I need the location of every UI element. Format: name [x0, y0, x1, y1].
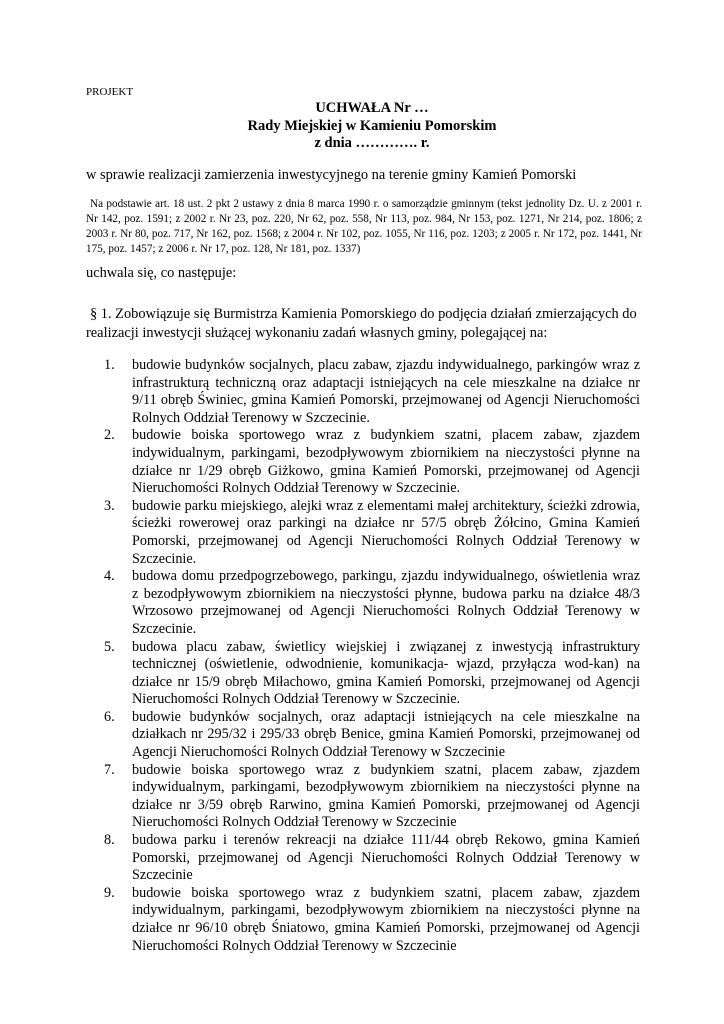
title-date: z dnia …………. r.	[314, 135, 430, 151]
list-item	[104, 709, 640, 762]
list-item-number: 7.	[104, 761, 115, 778]
paragraph-1-text: § 1. Zobowiązuje się Burmistrza Kamienia Pomorskiego do podjęcia działań zmierzających do realizacji inwestycji służącej wykonaniu zadań własnych gminy, polegającej na:	[86, 306, 637, 341]
list-item-number: 4.	[104, 568, 115, 585]
list-item-number: 3.	[104, 497, 115, 514]
investment-list	[104, 357, 640, 955]
list-item	[104, 832, 640, 885]
list-item-number: 6.	[104, 708, 115, 725]
legal-basis	[86, 197, 642, 257]
list-item-text: budowie parku miejskiego, alejki wraz z elementami małej architektury, ścieżki zdrowia, ścieżki rowerowej oraz parkingi na działce nr 57/5 obręb Żółcino, Gmina Kamień Pomorski, przejmowanej od Agencji Nieruchomości Rolnych Oddział Terenowy w Szczecinie.	[132, 497, 640, 567]
list-item	[104, 639, 640, 709]
resolves-line: uchwala się, co następuje:	[86, 265, 237, 281]
list-item-number: 9.	[104, 884, 115, 901]
projekt-label: PROJEKT	[86, 86, 134, 98]
list-item-text: budowa placu zabaw, świetlicy wiejskiej i związanej z inwestycją infrastruktury technicznej (oświetlenie, odwodnienie, komunikacja- wjazd, przyłącza wod-kan) na działce nr 15/9 obręb Miłachowo, gmina Kamień Pomorski, przejmowanej od Agencji Nieruchomości Rolnych Oddział Terenowy w Szczecinie.	[132, 638, 640, 708]
list-item-text: budowie budynków socjalnych, placu zabaw, zjazdu indywidualnego, parkingów wraz z infrastrukturą techniczną oraz adaptacji istniejących na cele mieszkalne na działce nr 9/11 obręb Świniec, gmina Kamień Pomorski, przejmowanej od Agencji Nieruchomości Rolnych Oddział Terenowy w Szczecinie.	[132, 357, 640, 426]
list-item-number: 5.	[104, 638, 115, 655]
resolution-title	[0, 100, 724, 153]
list-item-text: budowie boiska sportowego wraz z budynkiem szatni, placem zabaw, zjazdem indywidualnym, parkingami, bezodpływowym zbiornikiem na nieczystości płynne na działce nr 3/59 obręb Rarwino, gmina Kamień Pomorski, przejmowanej od Agencji Nieruchomości Rolnych Oddział Terenowy w Szczecinie	[132, 761, 640, 831]
list-item-text: budowa parku i terenów rekreacji na działce 111/44 obręb Rekowo, gmina Kamień Pomorski, przejmowanej od Agencji Nieruchomości Rolnych Oddział Terenowy w Szczecinie	[132, 832, 640, 884]
title-council: Rady Miejskiej w Kamieniu Pomorskim	[247, 117, 497, 134]
list-item-text: budowie budynków socjalnych, oraz adaptacji istniejących na cele mieszkalne na działkach nr 295/32 i 295/33 obręb Benice, gmina Kamień Pomorski, przejmowanej od Agencji Nieruchomości Rolnych Oddział Terenowy w Szczecinie	[132, 708, 640, 761]
legal-basis-text: Na podstawie art. 18 ust. 2 pkt 2 ustawy z dnia 8 marca 1990 r. o samorządzie gminnym (tekst jednolity Dz. U. z 2001 r. Nr 142, poz. 1591; z 2002 r. Nr 23, poz. 220, Nr 62, poz. 558, Nr 113, poz. 984, Nr 153, poz. 1271, Nr 214, poz. 1806; z 2003 r. Nr 80, poz. 717, Nr 162, poz. 1568; z 2004 r. Nr 102, poz. 1055, Nr 116, poz. 1203; z 2005 r. Nr 172, poz. 1441, Nr 175, poz. 1457; z 2006 r. Nr 17, poz. 128, Nr 181, poz. 1337)	[86, 198, 642, 255]
list-item	[104, 885, 640, 955]
list-item	[104, 568, 640, 638]
list-item-number: 8.	[104, 832, 115, 849]
list-item	[104, 498, 640, 568]
list-item-text: budowie boiska sportowego wraz z budynkiem szatni, placem zabaw, zjazdem indywidualnym, parkingami, bezodpływowym zbiornikiem na nieczystości płynne na działce nr 1/29 obręb Giżkowo, gmina Kamień Pomorski, przejmowanej od Agencji Nieruchomości Rolnych Oddział Terenowy w Szczecinie.	[132, 427, 640, 497]
resolution-subject: w sprawie realizacji zamierzenia inwestycyjnego na terenie gminy Kamień Pomorski	[86, 167, 577, 183]
list-item	[104, 762, 640, 832]
list-item	[104, 427, 640, 497]
paragraph-1	[86, 305, 646, 343]
list-item-number: 2.	[104, 427, 115, 444]
list-item	[104, 357, 640, 427]
title-number: UCHWAŁA Nr …	[315, 100, 429, 116]
list-item-text: budowie boiska sportowego wraz z budynkiem szatni, placem zabaw, zjazdem indywidualnym, parkingami, bezodpływowym zbiornikiem na nieczystości płynne na działce nr 96/10 obręb Śniatowo, gmina Kamień Pomorski, przejmowanej od Agencji Nieruchomości Rolnych Oddział Terenowy w Szczecinie	[132, 884, 640, 954]
list-item-text: budowa domu przedpogrzebowego, parkingu, zjazdu indywidualnego, oświetlenia wraz z bezodpływowym zbiornikiem na nieczystości płynne, budowa parku na działce 48/3 Wrzosowo przejmowanej od Agencji Nieruchomości Rolnych Oddział Terenowy w Szczecinie.	[132, 568, 640, 637]
list-item-number: 1.	[104, 357, 115, 373]
